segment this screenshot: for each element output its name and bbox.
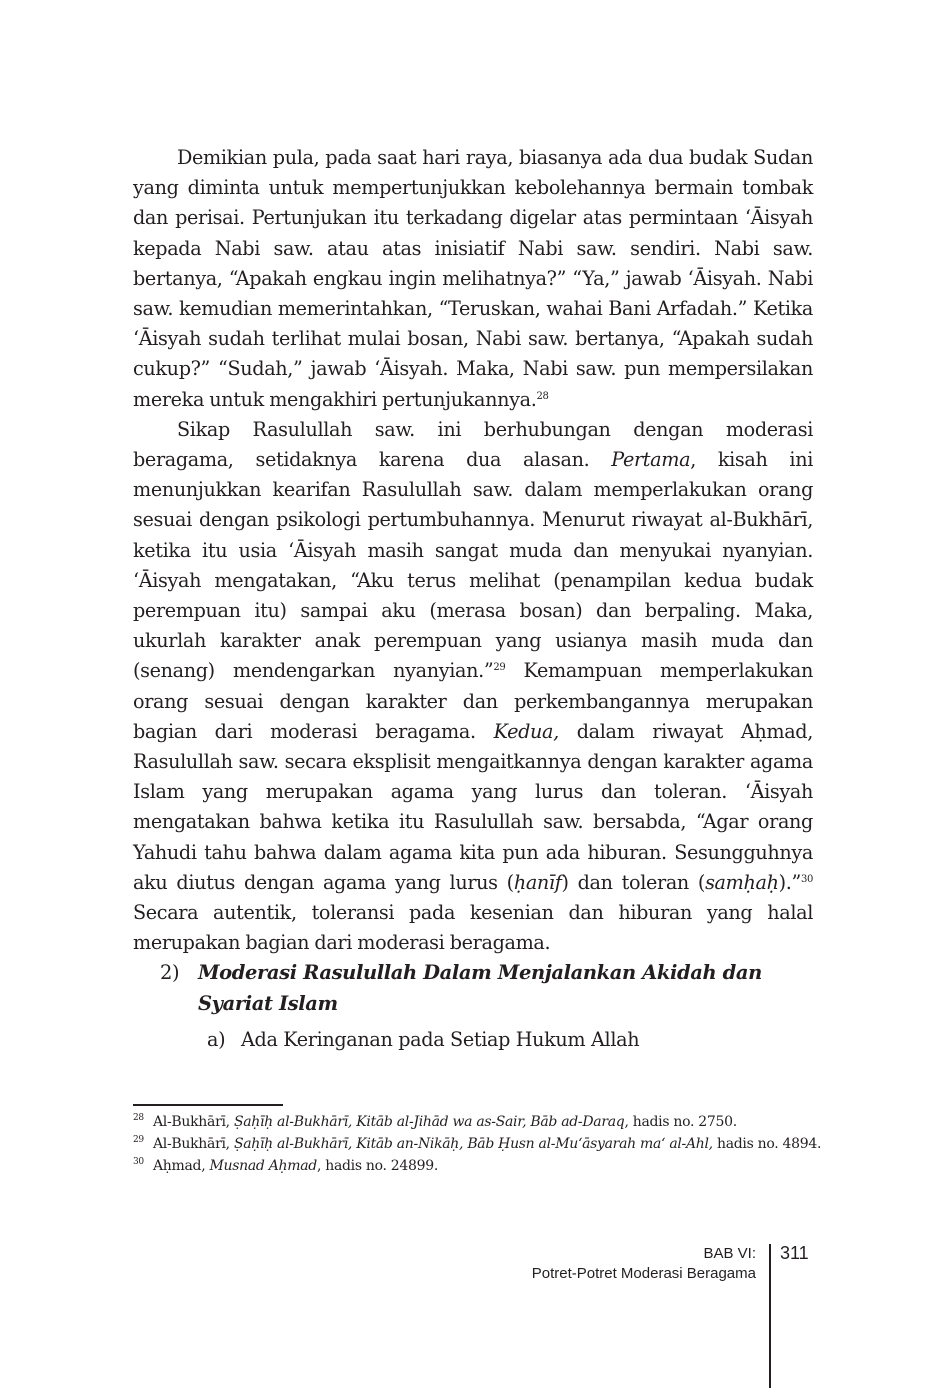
italic-text: Ṣaḥīḥ al-Bukhārī, Kitāb an-Nikāḥ, Bāb Ḥusn al-Mu‘āsyarah ma‘ al-Ahl, <box>233 1136 713 1152</box>
page-number: 311 <box>780 1243 809 1263</box>
text-run: Sikap Rasulullah saw. ini berhubungan dengan moderasi beragama, setidaknya karena dua alasan. <box>133 417 813 472</box>
margin-rule <box>769 1244 771 1388</box>
italic-text: samḥaḥ <box>705 870 779 894</box>
text-run: Demikian pula, pada saat hari raya, biasanya ada dua budak Sudan yang diminta untuk mempertunjukkan kebolehannya bermain tombak dan perisai. Pertunjukan itu terkadang digelar atas permintaan ‘Āisyah kepada Nabi saw. atau atas inisiatif Nabi saw. sendiri. Nabi saw. bertanya, “Apakah engkau ingin melihatnya?” “Ya,” jawab ‘Āisyah. Nabi saw. kemudian memerintahkan, “Teruskan, wahai Bani Arfadah.” Ketika ‘Āisyah sudah terlihat mulai bosan, Nabi saw. bertanya, “Apakah sudah cukup?” “Sudah,” jawab ‘Āisyah. Maka, Nabi saw. pun mempersilakan mereka untuk mengakhiri pertunjukannya. <box>133 146 813 411</box>
footnote-text <box>153 1136 821 1152</box>
footnote <box>133 1111 823 1133</box>
footnote-ref: 29 <box>493 662 506 674</box>
text-run: ) dan toleran ( <box>561 870 706 894</box>
footnotes <box>133 1111 823 1177</box>
italic-text: ḥanīf <box>513 870 562 894</box>
footnote <box>133 1133 823 1155</box>
footnote-ref: 30 <box>800 873 813 885</box>
text-run: hadis no. 4894. <box>712 1136 822 1152</box>
footnote-ref: 28 <box>536 390 549 402</box>
text-run: Aḥmad, <box>153 1158 210 1174</box>
subsection-heading <box>207 1025 639 1055</box>
paragraph <box>133 143 813 415</box>
subsection-number: a) <box>207 1028 226 1051</box>
text-run: , hadis no. 2750. <box>624 1114 737 1130</box>
text-run: Al-Bukhārī, <box>153 1114 234 1130</box>
section-title: Moderasi Rasulullah Dalam Menjalankan Akidah dan Syariat Islam <box>198 961 762 1015</box>
section-number: 2) <box>160 961 180 984</box>
body-text <box>133 143 813 958</box>
footnote <box>133 1155 823 1177</box>
footnote-text <box>153 1114 737 1130</box>
running-head <box>532 1244 756 1284</box>
text-run: Secara autentik, toleransi pada kesenian dan hiburan yang halal merupakan bagian dari moderasi beragama. <box>133 901 813 955</box>
section-heading <box>160 958 814 1019</box>
footnote-text <box>153 1158 438 1174</box>
italic-text: Pertama <box>611 448 691 472</box>
footnote-number: 29 <box>133 1135 144 1145</box>
text-run: , kisah ini menunjukkan kearifan Rasulullah saw. dalam memperlakukan orang sesuai dengan psikologi pertumbuhannya. Menurut riwayat al-Bukhārī, ketika itu usia ‘Āisyah masih sangat muda dan menyukai nyanyian. ‘Āisyah mengatakan, “Aku terus melihat (penampilan kedua budak perempuan itu) sampai aku (merasa bosan) dan berpaling. Maka, ukurlah karakter anak perempuan yang usianya masih muda dan (senang) mendengarkan nyanyian.” <box>133 448 813 683</box>
text-run: ).” <box>778 870 801 894</box>
footnote-number: 30 <box>133 1157 144 1167</box>
text-run: dalam riwayat Aḥmad, Rasulullah saw. secara eksplisit mengaitkannya dengan karakter agama Islam yang merupakan agama yang lurus dan toleran. ‘Āisyah mengatakan bahwa ketika itu Rasulullah saw. bersabda, “Agar orang Yahudi tahu bahwa dalam agama kita pun ada hiburan. Sesungguhnya aku diutus dengan agama yang lurus ( <box>133 719 813 894</box>
italic-text: Kedua, <box>493 719 559 743</box>
chapter-label: BAB VI: <box>703 1245 756 1262</box>
text-run: , hadis no. 24899. <box>316 1158 438 1174</box>
footnote-divider <box>133 1104 283 1106</box>
paragraph <box>133 415 813 959</box>
subsection-title: Ada Keringanan pada Setiap Hukum Allah <box>241 1028 640 1051</box>
italic-text: Musnad Aḥmad <box>209 1158 317 1174</box>
footnote-number: 28 <box>133 1113 144 1123</box>
italic-text: Ṣaḥīḥ al-Bukhārī, Kitāb al-Jihād wa as-Sair, Bāb ad-Daraq <box>233 1114 625 1130</box>
text-run: Kemampuan memperlakukan orang sesuai dengan karakter dan perkembangannya merupakan bagian dari moderasi beragama. <box>133 659 813 743</box>
text-run: Al-Bukhārī, <box>153 1136 234 1152</box>
chapter-title: Potret-Potret Moderasi Beragama <box>531 1265 756 1282</box>
